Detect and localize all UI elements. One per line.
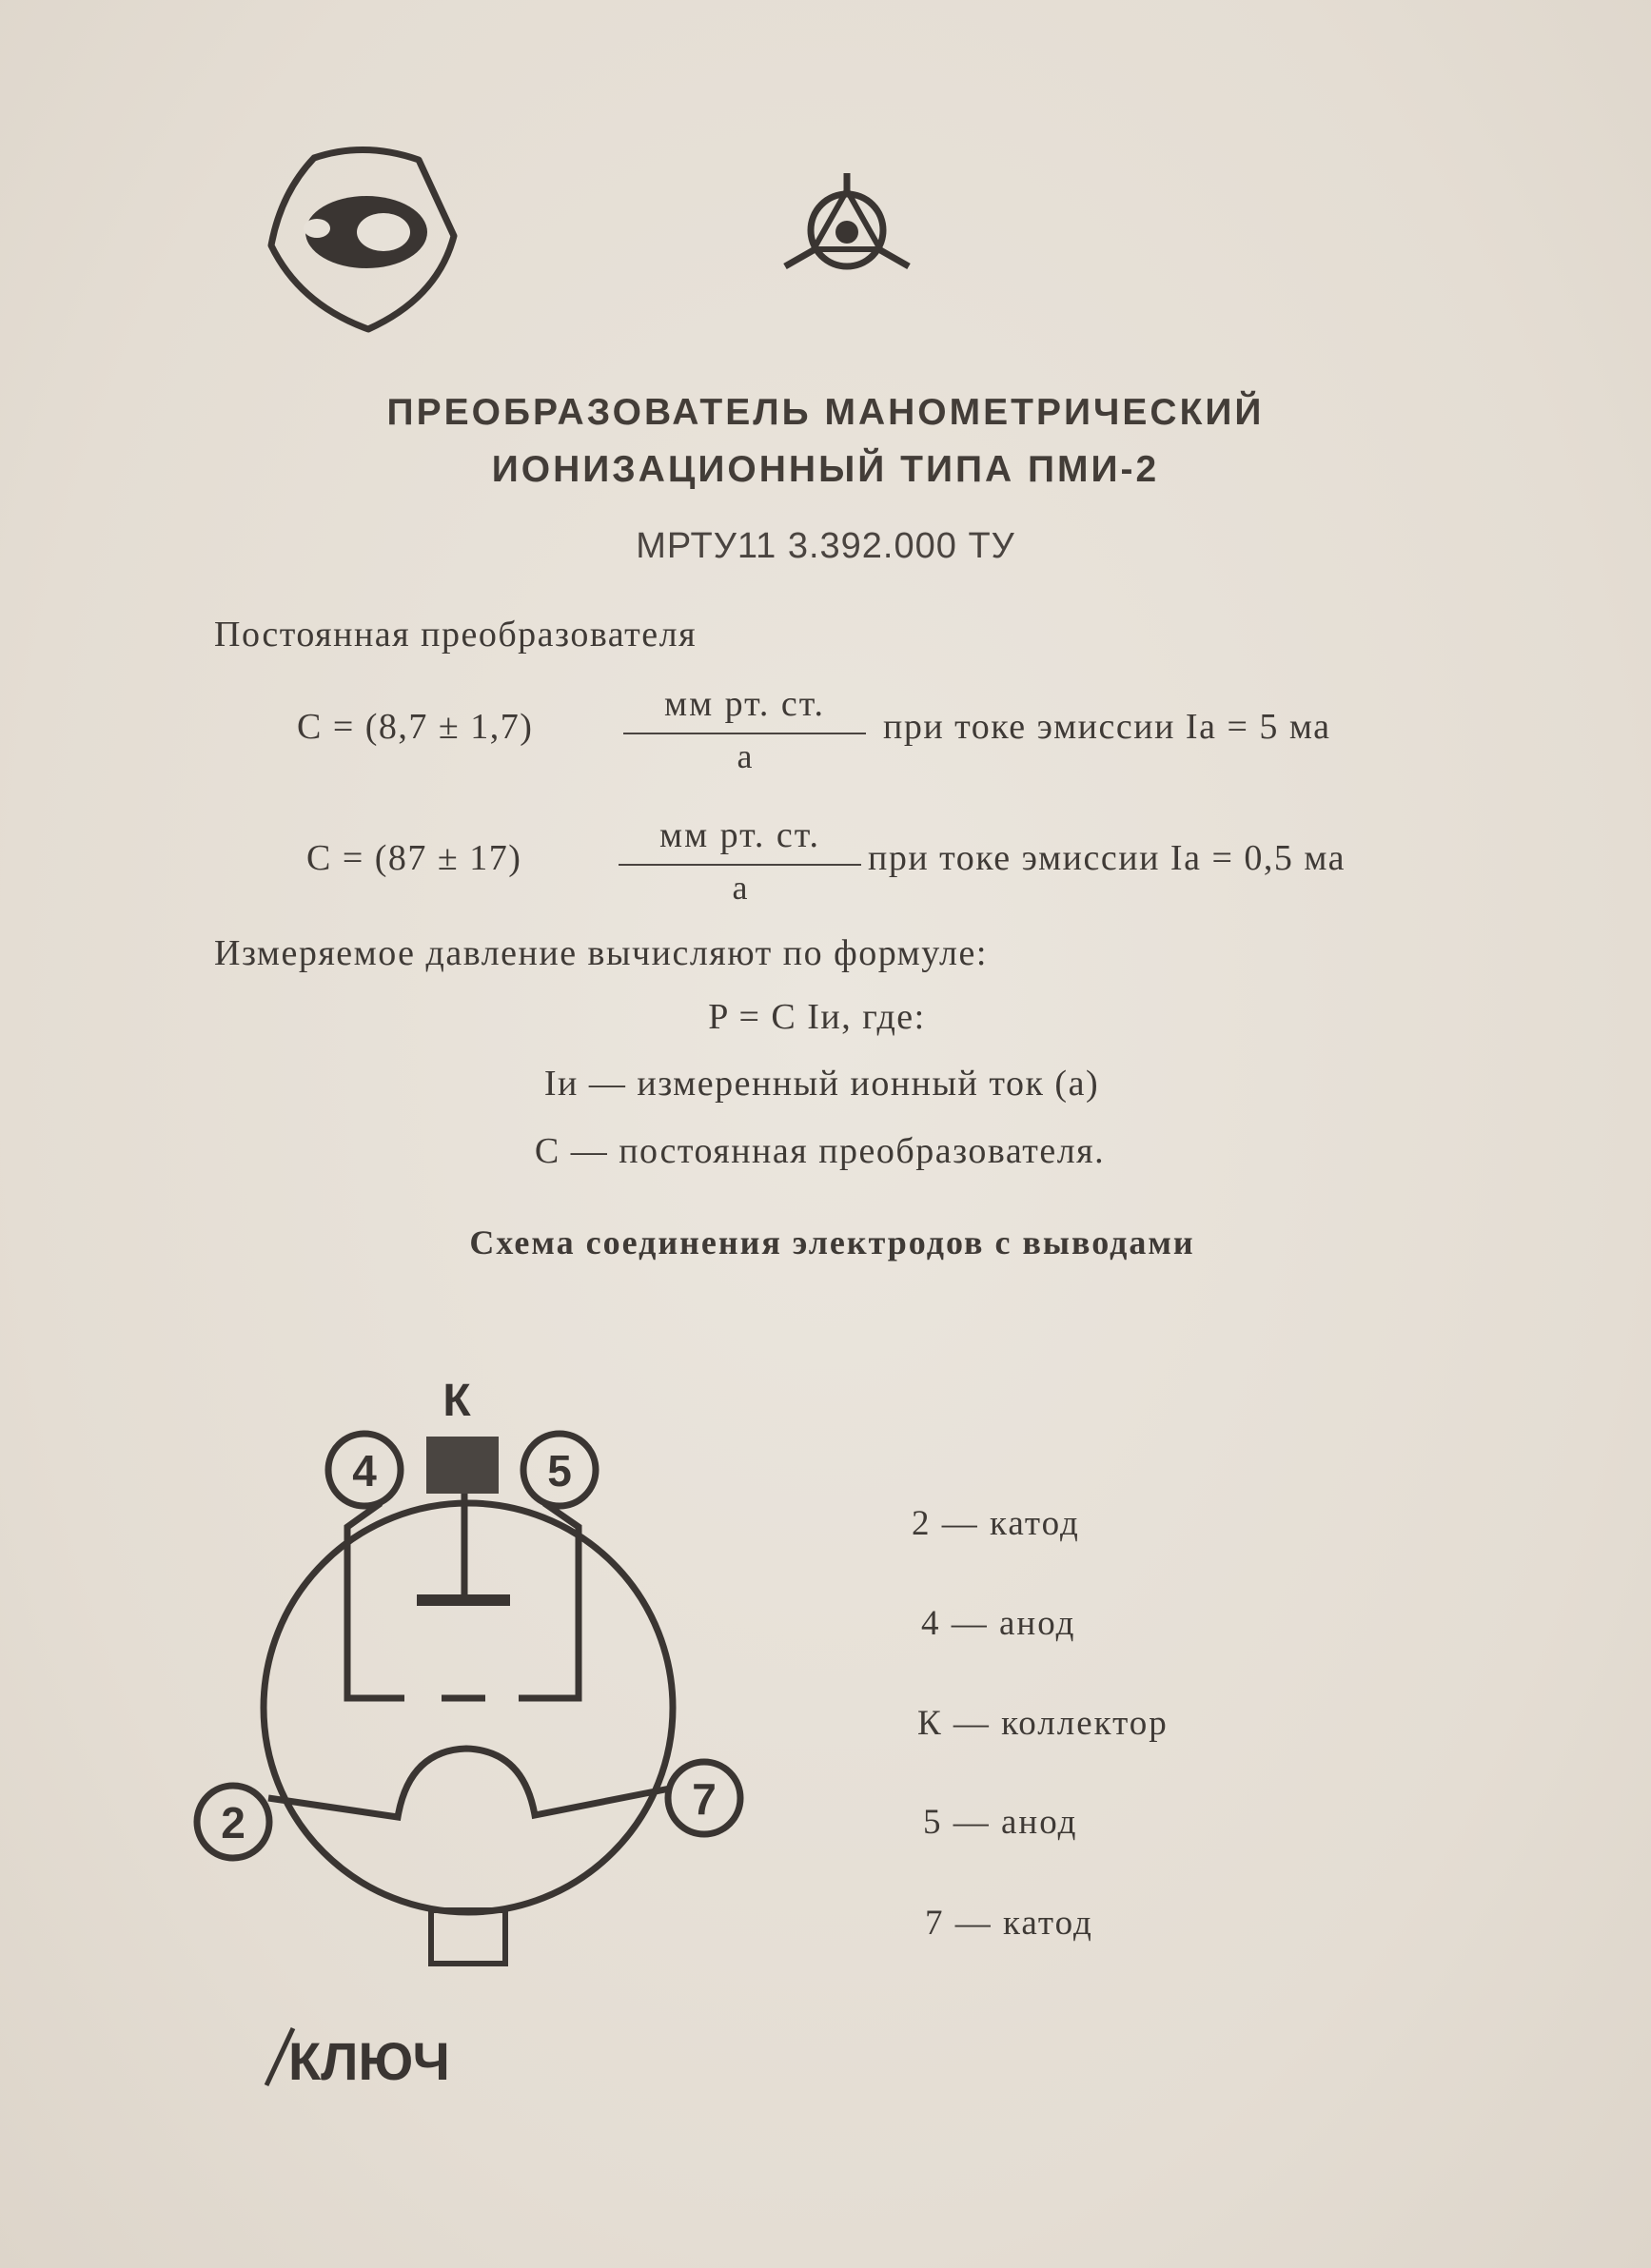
pin-5-label: 5	[547, 1446, 572, 1496]
legend-item: 7 — катод	[925, 1904, 1093, 1943]
pressure-heading: Измеряемое давление вычисляют по формуле:	[214, 933, 988, 973]
pin-4-label: 4	[352, 1446, 377, 1496]
formula-2-lhs: C = (87 ± 17)	[306, 838, 522, 878]
legend-item: 5 — анод	[923, 1803, 1078, 1842]
constant-heading: Постоянная преобразователя	[214, 615, 698, 655]
formula-1-denominator: а	[737, 737, 753, 775]
envelope-circle	[264, 1503, 673, 1912]
formula-2-condition: при токе эмиссии Iа = 0,5 ма	[868, 838, 1346, 878]
key-notch	[431, 1910, 505, 1964]
pin-7-label: 7	[692, 1774, 717, 1824]
diagram-heading: Схема соединения электродов с выводами	[469, 1223, 1195, 1261]
formula-2-denominator: а	[732, 869, 748, 907]
formula-2-numerator: мм рт. ст.	[659, 815, 820, 855]
manufacturer-logo-icon	[262, 141, 466, 336]
definition-constant: C — постоянная преобразователя.	[534, 1131, 1106, 1171]
electrode-diagram	[171, 1351, 780, 2093]
formula-1-lhs: C = (8,7 ± 1,7)	[297, 707, 534, 747]
fraction-bar	[619, 864, 861, 866]
legend-item: 4 — анод	[921, 1604, 1076, 1643]
definition-ion-current: Iи — измеренный ионный ток (а)	[543, 1064, 1100, 1104]
legend-item: К — коллектор	[917, 1704, 1169, 1743]
formula-1-fraction	[619, 683, 871, 776]
pressure-formula: P = C Iи, где:	[708, 997, 926, 1037]
collector-key-block	[426, 1437, 499, 1494]
formula-2-fraction	[619, 814, 861, 908]
title-line-2: ИОНИЗАЦИОННЫЙ ТИПА ПМИ-2	[491, 449, 1160, 490]
title-line-1: ПРЕОБРАЗОВАТЕЛЬ МАНОМЕТРИЧЕСКИЙ	[386, 392, 1265, 433]
formula-1-numerator: мм рт. ст.	[664, 684, 825, 724]
fraction-bar	[623, 733, 866, 734]
key-label: К	[442, 1376, 471, 1426]
formula-1-condition: при токе эмиссии Iа = 5 ма	[883, 707, 1331, 747]
quality-mark-icon	[776, 164, 918, 292]
pin-2-label: 2	[221, 1798, 246, 1848]
spec-number: МРТУ11 3.392.000 ТУ	[636, 526, 1015, 566]
key-bottom-label: КЛЮЧ	[288, 2031, 450, 2091]
legend-item: 2 — катод	[912, 1504, 1080, 1543]
